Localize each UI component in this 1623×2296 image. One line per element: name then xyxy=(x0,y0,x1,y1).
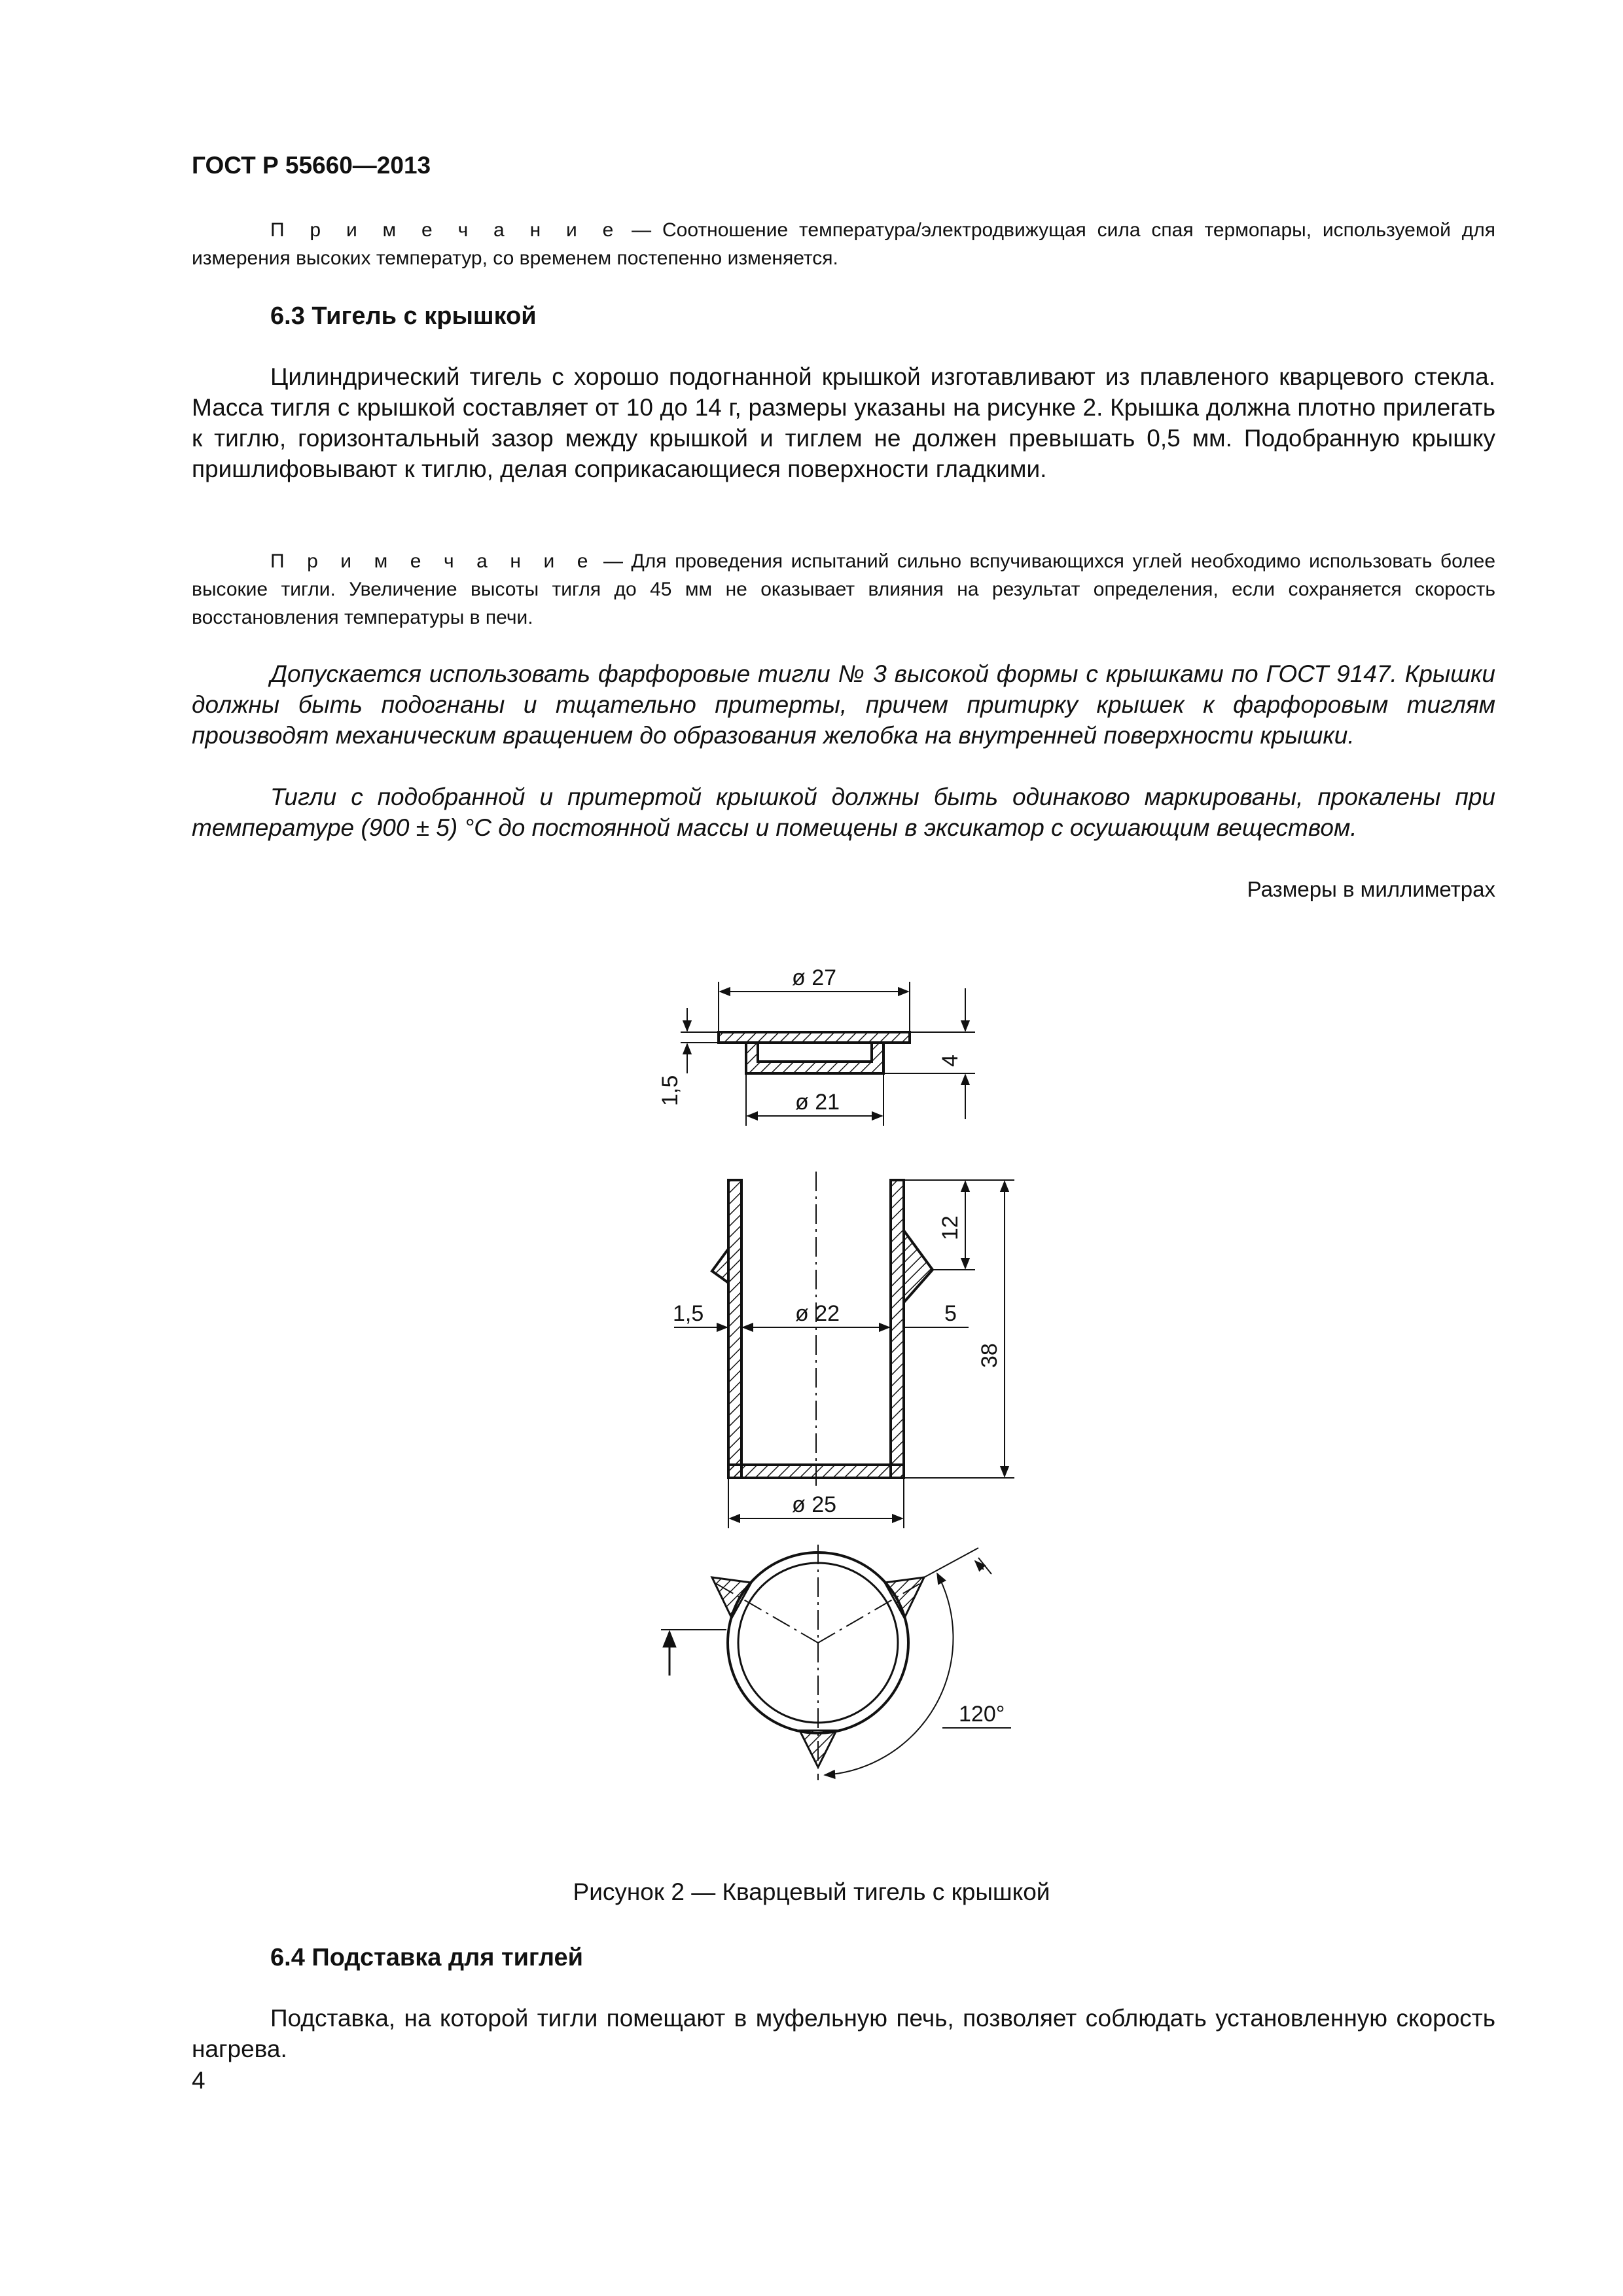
dim-lid-rim: 1,5 xyxy=(658,1075,683,1106)
dim-fin: 5 xyxy=(944,1301,957,1326)
dim-angle: 120° xyxy=(959,1702,1005,1727)
dim-lid-outer-dia: ø 27 xyxy=(792,965,837,990)
paragraph-6-4 xyxy=(192,2003,1495,2064)
paragraph-text: Цилиндрический тигель с хорошо подогнанной крышкой изготавливают из плавленого кварцевого стекла. Масса тигля с крышкой составляет от 10 до 14 г, размеры указаны на рисунке 2. Крышка должна плотно прилегать к тиглю, горизонтальный зазор между крышкой и тиглем не должен превышать 0,5 мм. Подобранную крышку пришлифовывают к тиглю, делая соприкасающиеся поверхности гладкими. xyxy=(192,363,1495,482)
document-header: ГОСТ Р 55660—2013 xyxy=(192,152,431,179)
dim-inner-dia: ø 22 xyxy=(795,1301,840,1326)
crucible-top-view xyxy=(661,1545,1011,1780)
page-number: 4 xyxy=(192,2067,205,2094)
lid-drawing xyxy=(658,965,975,1126)
units-note: Размеры в миллиметрах xyxy=(1247,877,1495,901)
dim-outer-dia: ø 25 xyxy=(792,1492,837,1517)
note-label: П р и м е ч а н и е xyxy=(270,219,621,241)
dim-height: 38 xyxy=(977,1343,1002,1368)
crucible-drawing xyxy=(622,949,1080,1823)
dim-top-to-fin: 12 xyxy=(938,1215,963,1240)
section-title-6-4: 6.4 Подставка для тиглей xyxy=(270,1944,583,1971)
paragraph-text: Допускается использовать фарфоровые тигли № 3 высокой формы с крышками по ГОСТ 9147. Крышки должны быть подогнаны и тщательно притерты, причем притирку крышек к фарфоровым тиглям производят механическим вращением до образования желобка на внутренней поверхности крышки. xyxy=(192,660,1495,749)
note-text: — Для проведения испытаний сильно вспучивающихся углей необходимо использовать более высокие тигли. Увеличение высоты тигля до 45 мм не оказывает влияния на результат определения, если сохраняется скорость восстановления температуры в печи. xyxy=(192,550,1496,628)
note-1 xyxy=(192,216,1495,272)
paragraph-6-3 xyxy=(192,361,1495,484)
paragraph-text: Тигли с подобранной и притертой крышкой должны быть одинаково маркированы, прокалены при температуре (900 ± 5) °С до постоянной массы и помещены в эксикатор с осушающим веществом. xyxy=(192,783,1495,841)
dim-wall: 1,5 xyxy=(673,1301,704,1326)
dim-lid-inner-dia: ø 21 xyxy=(795,1090,840,1115)
crucible-section xyxy=(673,1172,1014,1528)
section-title-6-3: 6.3 Тигель с крышкой xyxy=(270,302,537,330)
italic-paragraph-2 xyxy=(192,781,1495,843)
note-text: — Соотношение температура/электродвижущая сила спая термопары, используемой для измерения высоких температур, со временем постепенно изменяется. xyxy=(192,219,1495,269)
note-label: П р и м е ч а н и е xyxy=(270,550,596,572)
dim-lid-height: 4 xyxy=(938,1054,963,1067)
italic-paragraph-1 xyxy=(192,658,1495,751)
note-2 xyxy=(192,547,1495,632)
paragraph-text: Подставка, на которой тигли помещают в муфельную печь, позволяет соблюдать установленную скорость нагрева. xyxy=(192,2005,1495,2062)
figure-caption: Рисунок 2 — Кварцевый тигель с крышкой xyxy=(573,1878,1050,1905)
